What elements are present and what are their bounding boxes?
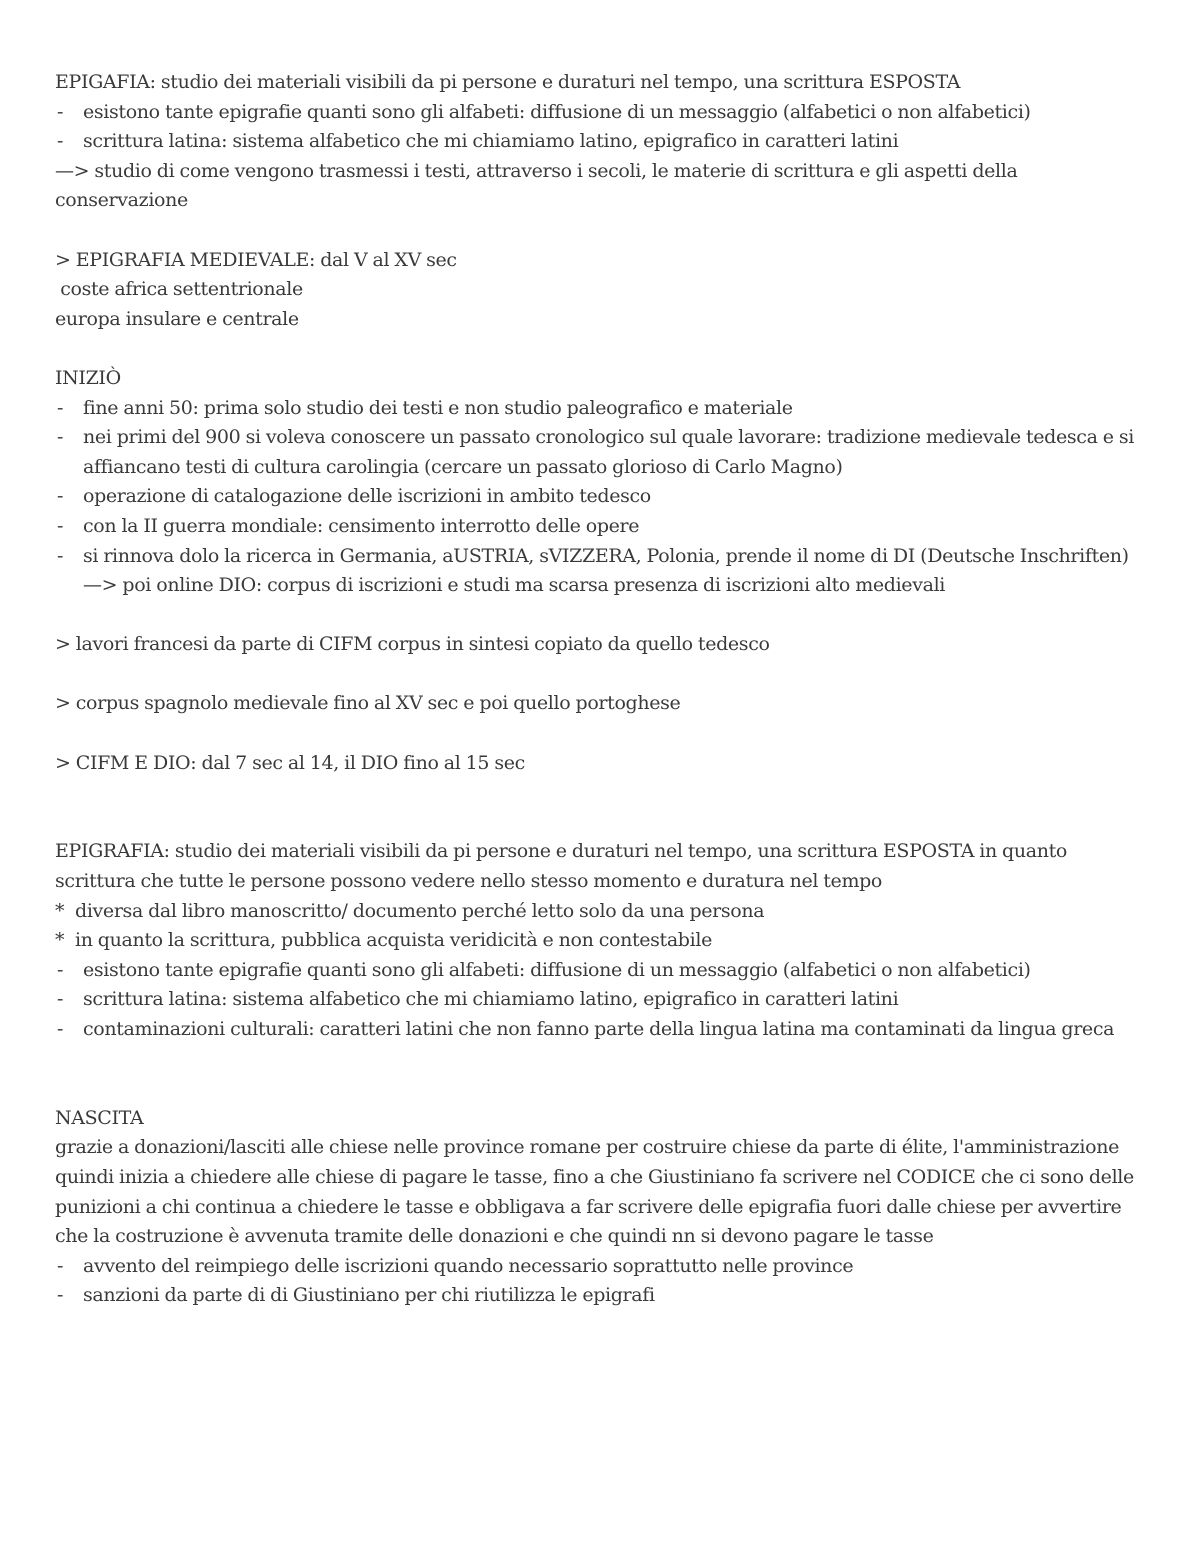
dash-marker: -: [57, 396, 64, 419]
section4-bullet-list: [55, 956, 1145, 1045]
section4-intro: EPIGRAFIA: studio dei materiali visibili da pi persone e duraturi nel tempo, una scrittura ESPOSTA in quanto scrittura che tutte le persone possono vedere nello stesso momento e duratura nel tempo: [55, 840, 1067, 893]
dash-marker: -: [57, 130, 64, 153]
dash-marker: -: [57, 426, 64, 449]
dash-marker: -: [57, 485, 64, 508]
list-item-text: nei primi del 900 si voleva conoscere un passato cronologico sul quale lavorare: tradizione medievale tedesca e si affiancano testi di cultura carolingia (cercare un passato glorioso di Carlo Magno): [83, 426, 1134, 478]
section4-star-list: [55, 897, 1145, 956]
dash-marker: -: [57, 514, 64, 537]
dash-marker: -: [57, 1284, 64, 1307]
list-item-text: fine anni 50: prima solo studio dei testi e non studio paleografico e materiale: [83, 396, 793, 419]
dash-marker: -: [57, 1018, 64, 1040]
dash-marker: -: [57, 100, 64, 123]
dash-marker: -: [57, 988, 64, 1011]
dash-marker: -: [57, 1254, 64, 1277]
list-item: [55, 897, 1145, 927]
section1-intro: EPIGAFIA: studio dei materiali visibili da pi persone e duraturi nel tempo, una scrittura ESPOSTA: [55, 71, 961, 93]
list-item: [55, 423, 1145, 482]
section1-bullet-list: [55, 98, 1145, 157]
document-page: [55, 68, 1145, 1311]
list-item: [55, 98, 1145, 128]
list-item: [55, 482, 1145, 512]
section3-heading: INIZIÒ: [55, 366, 121, 389]
list-item-text: scrittura latina: sistema alfabetico che mi chiamiamo latino, epigrafico in caratteri latini: [83, 130, 899, 153]
list-item-text: si rinnova dolo la ricerca in Germania, aUSTRIA, sVIZZERA, Polonia, prende il nome di DI (Deutsche Inschriften) —> poi online DIO: corpus di iscrizioni e studi ma scarsa presenza di iscrizioni alto medievali: [83, 544, 1129, 597]
list-item-text: esistono tante epigrafie quanti sono gli alfabeti: diffusione di un messaggio (alfabetici o non alfabetici): [83, 100, 1031, 123]
dash-marker: -: [57, 958, 64, 981]
list-item: [55, 542, 1145, 601]
section1-arrow-line: —> studio di come vengono trasmessi i testi, attraverso i secoli, le materie di scrittura e gli aspetti della conservazione: [55, 159, 1018, 212]
list-item: [55, 512, 1145, 542]
list-item-text: in quanto la scrittura, pubblica acquista veridicità e non contestabile: [75, 929, 712, 952]
section5-bullet-list: [55, 1252, 1145, 1311]
list-item: [55, 926, 1145, 956]
note-line: > CIFM E DIO: dal 7 sec al 14, il DIO fino al 15 sec: [55, 751, 525, 774]
list-item: [55, 1252, 1145, 1282]
section5-heading: NASCITA: [55, 1106, 144, 1129]
list-item-text: avvento del reimpiego delle iscrizioni quando necessario soprattutto nelle province: [83, 1254, 854, 1277]
section2-line: coste africa settentrionale: [55, 278, 303, 301]
star-marker: *: [55, 899, 65, 922]
list-item: [55, 985, 1145, 1015]
star-marker: *: [55, 929, 65, 952]
list-item: [55, 394, 1145, 424]
list-item: [55, 1015, 1145, 1045]
list-item-text: contaminazioni culturali: caratteri latini che non fanno parte della lingua latina ma contaminati da lingua greca: [83, 1018, 1115, 1040]
note-line: > lavori francesi da parte di CIFM corpus in sintesi copiato da quello tedesco: [55, 633, 770, 656]
dash-marker: -: [57, 544, 64, 567]
section5-paragraph: grazie a donazioni/lasciti alle chiese nelle province romane per costruire chiese da parte di élite, l'amministrazione quindi inizia a chiedere alle chiese di pagare le tasse, fino a che Giustiniano fa scrivere nel CODICE che ci sono delle punizioni a chi continua a chiedere le tasse e obbligava a far scrivere delle epigrafia fuori dalle chiese per avvertire che la costruzione è avvenuta tramite delle donazioni e che quindi nn si devono pagare le tasse: [55, 1136, 1134, 1248]
list-item: [55, 127, 1145, 157]
list-item: [55, 956, 1145, 986]
list-item: [55, 1281, 1145, 1311]
list-item-text: esistono tante epigrafie quanti sono gli alfabeti: diffusione di un messaggio (alfabetici o non alfabetici): [83, 958, 1031, 981]
list-item-text: con la II guerra mondiale: censimento interrotto delle opere: [83, 514, 640, 537]
note-line: > corpus spagnolo medievale fino al XV sec e poi quello portoghese: [55, 692, 681, 715]
list-item-text: diversa dal libro manoscritto/ documento perché letto solo da una persona: [75, 899, 765, 922]
list-item-text: sanzioni da parte di di Giustiniano per chi riutilizza le epigrafi: [83, 1284, 655, 1307]
list-item-text: scrittura latina: sistema alfabetico che mi chiamiamo latino, epigrafico in caratteri latini: [83, 988, 899, 1011]
section3-bullet-list: [55, 394, 1145, 601]
list-item-text: operazione di catalogazione delle iscrizioni in ambito tedesco: [83, 485, 651, 508]
section2-heading: > EPIGRAFIA MEDIEVALE: dal V al XV sec: [55, 248, 457, 271]
section2-line: europa insulare e centrale: [55, 307, 299, 330]
